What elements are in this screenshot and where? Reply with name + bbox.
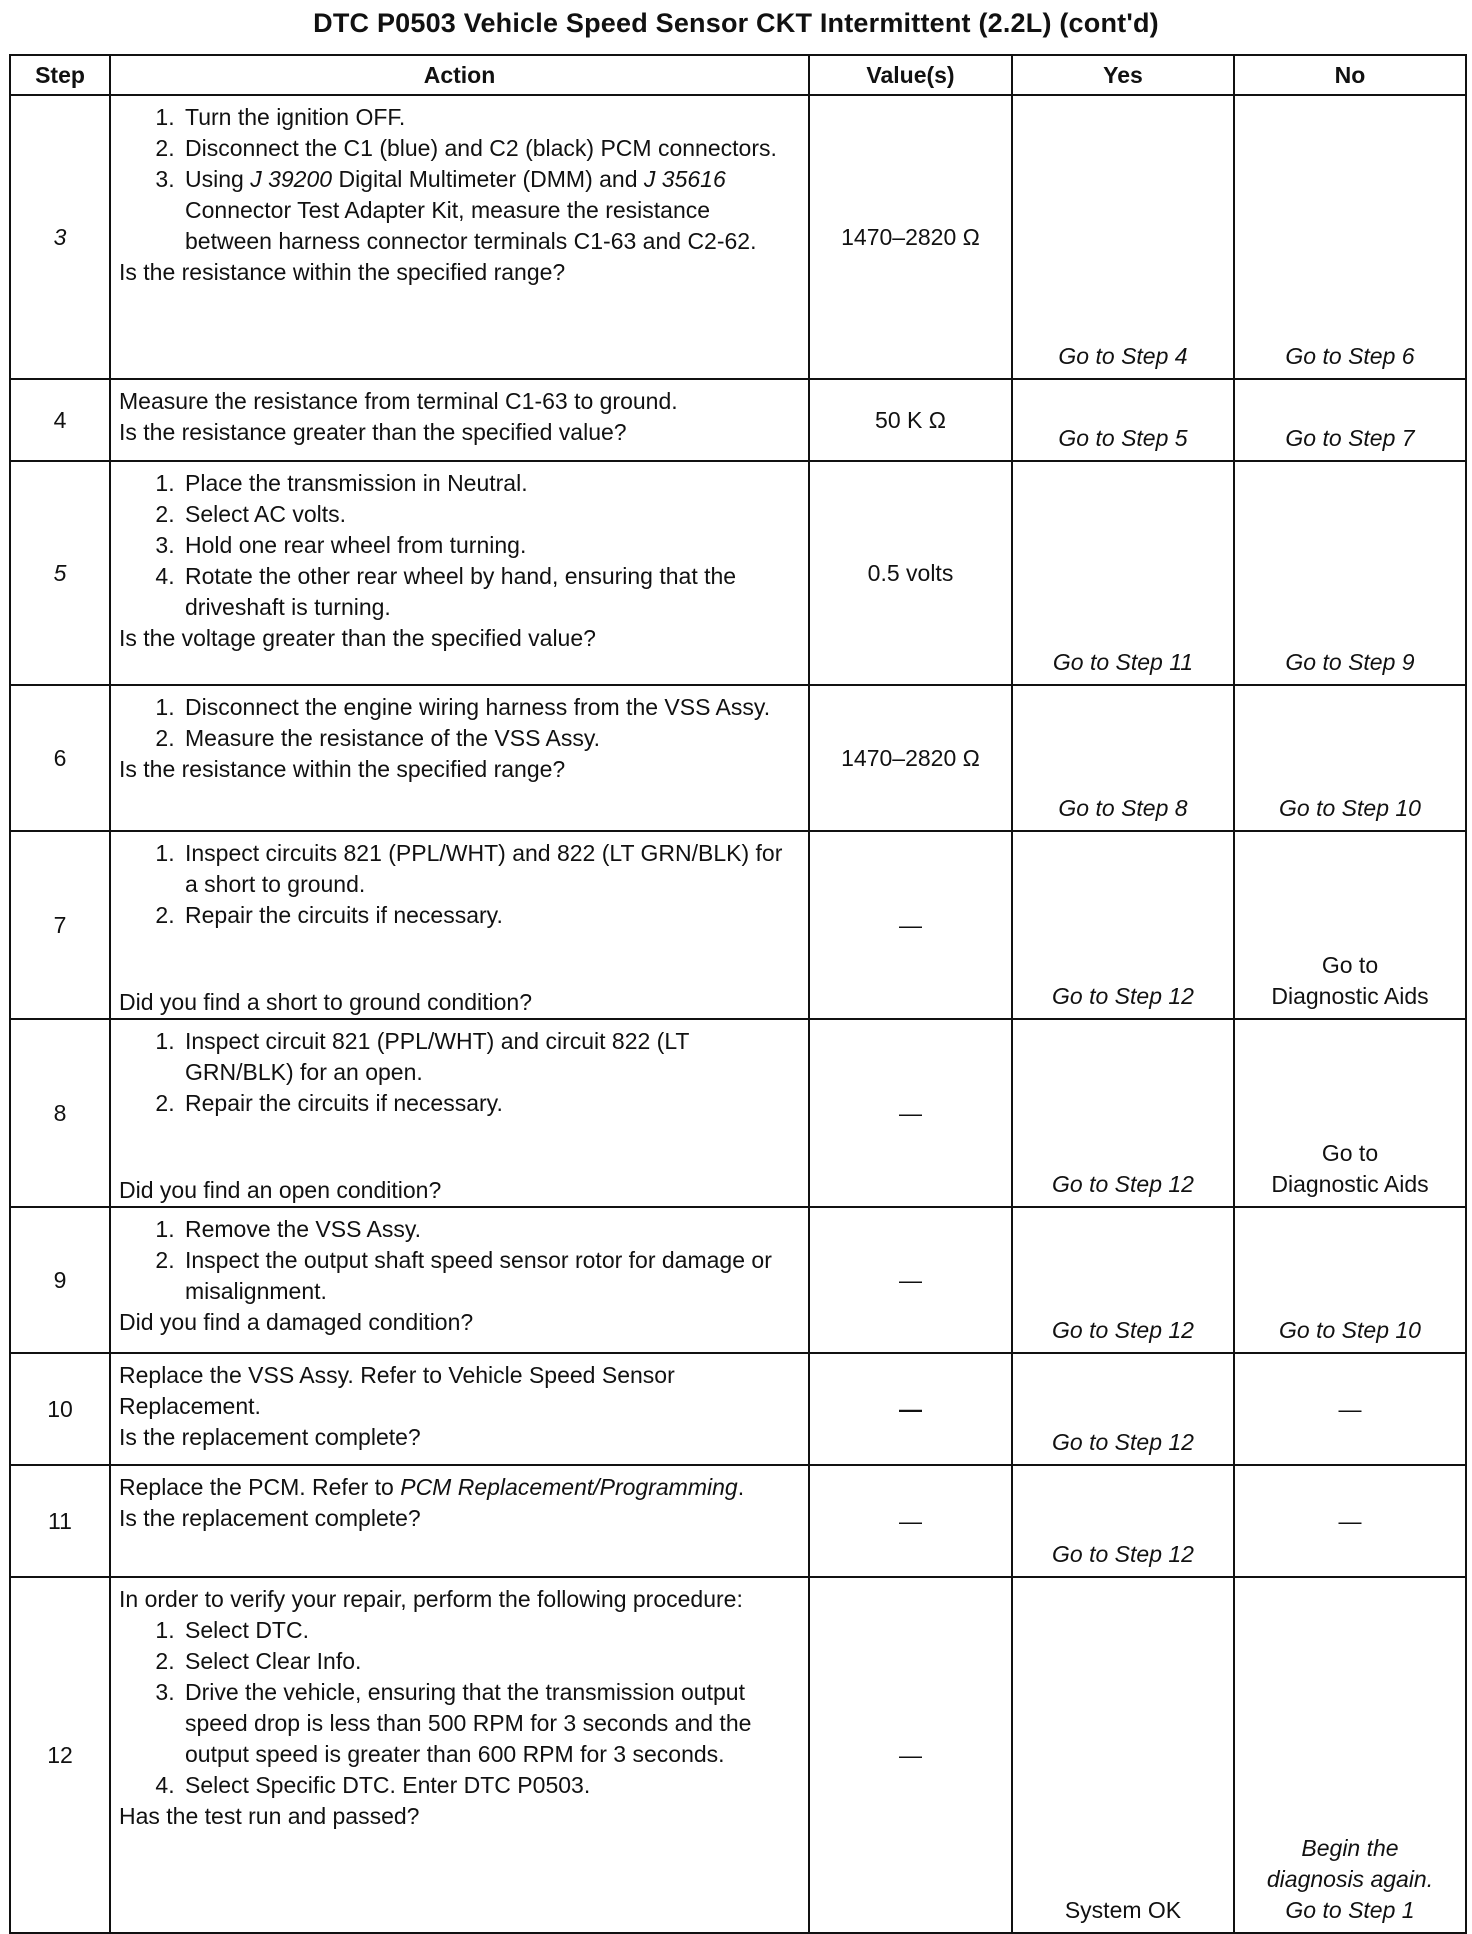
header-no: No (1234, 55, 1466, 95)
action-cell (110, 1465, 809, 1577)
action-question: Is the resistance within the specified range? (119, 756, 566, 782)
value-cell: — (809, 1577, 1012, 1933)
table-row (10, 1207, 1466, 1353)
yes-cell: Go to Step 12 (1012, 1207, 1234, 1353)
action-item: 2. Inspect the output shaft speed sensor rotor for damage or misalignment. (181, 1245, 800, 1307)
no-cell: Go to Step 6 (1234, 95, 1466, 379)
action-item: 1. Inspect circuit 821 (PPL/WHT) and circuit 822 (LT GRN/BLK) for an open. (181, 1026, 800, 1088)
action-intro: Replace the PCM. Refer to PCM Replacement/Programming. (119, 1474, 745, 1500)
table-row (10, 461, 1466, 685)
action-cell (110, 1353, 809, 1465)
action-cell (110, 1019, 809, 1207)
action-question: Has the test run and passed? (119, 1803, 420, 1829)
yes-cell: Go to Step 8 (1012, 685, 1234, 831)
step-number: 10 (10, 1353, 110, 1465)
action-question: Is the voltage greater than the specified value? (119, 625, 596, 651)
action-item: 2. Select AC volts. (181, 499, 800, 530)
action-item: 1. Select DTC. (181, 1615, 800, 1646)
action-cell (110, 1207, 809, 1353)
action-cell (110, 461, 809, 685)
step-number: 7 (10, 831, 110, 1019)
table-header-row (10, 55, 1466, 95)
no-cell: — (1234, 1465, 1466, 1577)
action-intro: Replace the VSS Assy. Refer to Vehicle Speed Sensor Replacement. (119, 1362, 675, 1419)
no-line: Go to Step 1 (1285, 1897, 1415, 1923)
table-row (10, 831, 1466, 1019)
action-item: 1. Inspect circuits 821 (PPL/WHT) and 822 (LT GRN/BLK) for a short to ground. (181, 838, 800, 900)
step-number: 12 (10, 1577, 110, 1933)
action-item: 2. Select Clear Info. (181, 1646, 800, 1677)
value-cell: — (809, 1207, 1012, 1353)
action-question: Is the resistance within the specified range? (119, 259, 566, 285)
action-item: 4. Rotate the other rear wheel by hand, ensuring that the driveshaft is turning. (181, 561, 800, 623)
no-cell (1234, 1577, 1466, 1933)
action-question: Did you find a short to ground condition? (119, 989, 532, 1015)
action-item: 1. Place the transmission in Neutral. (181, 468, 800, 499)
step-number: 6 (10, 685, 110, 831)
value-cell: 1470–2820 Ω (809, 95, 1012, 379)
no-cell: — (1234, 1353, 1466, 1465)
no-cell: Go to Step 9 (1234, 461, 1466, 685)
value-cell: 50 K Ω (809, 379, 1012, 461)
action-item: 3. Hold one rear wheel from turning. (181, 530, 800, 561)
action-cell (110, 95, 809, 379)
table-row (10, 1465, 1466, 1577)
yes-cell: Go to Step 12 (1012, 1019, 1234, 1207)
no-line: Go to (1321, 1140, 1379, 1166)
step-number: 3 (10, 95, 110, 379)
action-item: 1. Disconnect the engine wiring harness from the VSS Assy. (181, 692, 800, 723)
no-cell: Go to Step 7 (1234, 379, 1466, 461)
action-cell (110, 685, 809, 831)
value-cell: — (809, 831, 1012, 1019)
action-question: Did you find an open condition? (119, 1177, 442, 1203)
yes-cell: Go to Step 11 (1012, 461, 1234, 685)
header-step: Step (10, 55, 110, 95)
action-cell (110, 1577, 809, 1933)
action-cell (110, 379, 809, 461)
value-cell: — (809, 1465, 1012, 1577)
action-question: Is the resistance greater than the specified value? (119, 419, 627, 445)
action-item: 2. Disconnect the C1 (blue) and C2 (black) PCM connectors. (181, 133, 800, 164)
yes-cell: Go to Step 12 (1012, 1353, 1234, 1465)
step-number: 4 (10, 379, 110, 461)
no-line: Go to (1321, 952, 1379, 978)
table-row (10, 1577, 1466, 1933)
no-line: diagnosis again. (1266, 1866, 1434, 1892)
no-cell: Go to Step 10 (1234, 1207, 1466, 1353)
action-item: 3. Drive the vehicle, ensuring that the transmission output speed drop is less than 500 RPM for 3 seconds and the output speed is greater than 600 RPM for 3 seconds. (181, 1677, 800, 1770)
action-cell (110, 831, 809, 1019)
action-item: 2. Repair the circuits if necessary. (181, 900, 800, 931)
action-question: Is the replacement complete? (119, 1424, 421, 1450)
step-number: 9 (10, 1207, 110, 1353)
step-number: 11 (10, 1465, 110, 1577)
action-question: Is the replacement complete? (119, 1505, 421, 1531)
table-row (10, 1019, 1466, 1207)
action-item: 2. Repair the circuits if necessary. (181, 1088, 800, 1119)
yes-cell: Go to Step 12 (1012, 1465, 1234, 1577)
no-cell (1234, 831, 1466, 1019)
no-cell (1234, 1019, 1466, 1207)
table-row (10, 95, 1466, 379)
header-yes: Yes (1012, 55, 1234, 95)
no-line: Diagnostic Aids (1271, 983, 1429, 1009)
yes-cell: System OK (1012, 1577, 1234, 1933)
yes-cell: Go to Step 5 (1012, 379, 1234, 461)
header-values: Value(s) (809, 55, 1012, 95)
header-action: Action (110, 55, 809, 95)
value-cell: — (809, 1019, 1012, 1207)
no-line: Begin the (1301, 1835, 1399, 1861)
value-cell: 0.5 volts (809, 461, 1012, 685)
action-item: 1. Remove the VSS Assy. (181, 1214, 800, 1245)
yes-cell: Go to Step 12 (1012, 831, 1234, 1019)
action-intro: In order to verify your repair, perform the following procedure: (119, 1586, 743, 1612)
action-item: 4. Select Specific DTC. Enter DTC P0503. (181, 1770, 800, 1801)
action-item: 2. Measure the resistance of the VSS Assy. (181, 723, 800, 754)
table-row (10, 1353, 1466, 1465)
table-row (10, 685, 1466, 831)
diagnostic-table (9, 54, 1467, 1934)
action-item: 3. Using J 39200 Digital Multimeter (DMM) and J 35616 Connector Test Adapter Kit, measure the resistance between harness connector terminals C1-63 and C2-62. (181, 164, 800, 257)
no-cell: Go to Step 10 (1234, 685, 1466, 831)
step-number: 5 (10, 461, 110, 685)
no-line: Diagnostic Aids (1271, 1171, 1429, 1197)
value-cell: — (809, 1353, 1012, 1465)
action-question: Did you find a damaged condition? (119, 1309, 474, 1335)
page-title: DTC P0503 Vehicle Speed Sensor CKT Intermittent (2.2L) (cont'd) (313, 8, 1159, 38)
yes-cell: Go to Step 4 (1012, 95, 1234, 379)
value-cell: 1470–2820 Ω (809, 685, 1012, 831)
step-number: 8 (10, 1019, 110, 1207)
table-row (10, 379, 1466, 461)
action-item: 1. Turn the ignition OFF. (181, 102, 800, 133)
action-intro: Measure the resistance from terminal C1-63 to ground. (119, 388, 678, 414)
